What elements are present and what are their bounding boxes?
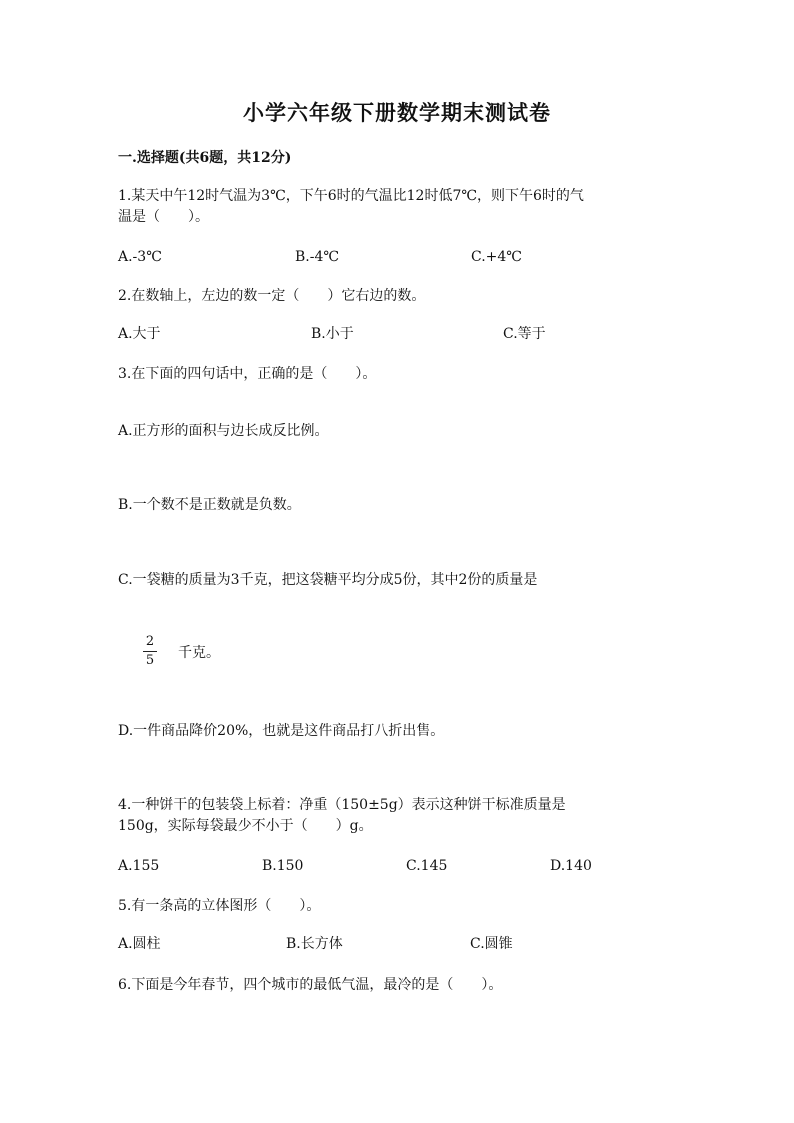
- question-1-line-1: 1.某天中午12时气温为3℃，下午6时的气温比12时低7℃，则下午6时的气: [118, 188, 584, 204]
- question-4-option-a[interactable]: A.155: [118, 858, 160, 874]
- fraction-numerator: 2: [145, 634, 155, 649]
- fraction-bar: [143, 651, 157, 652]
- question-1-option-a[interactable]: A.-3℃: [118, 249, 162, 265]
- question-3-option-c[interactable]: C.一袋糖的质量为3千克，把这袋糖平均分成5份，其中2份的质量是: [118, 572, 538, 588]
- fraction-two-fifths: [143, 634, 157, 669]
- question-5-option-c[interactable]: C.圆锥: [470, 936, 513, 952]
- question-2-option-a[interactable]: A.大于: [118, 326, 161, 342]
- question-3-option-d[interactable]: D.一件商品降价20%，也就是这件商品打八折出售。: [118, 723, 445, 739]
- question-2-line-1: 2.在数轴上，左边的数一定（ ）它右边的数。: [118, 288, 426, 304]
- fraction-suffix: 千克。: [178, 645, 220, 661]
- fraction-denominator: 5: [145, 653, 155, 668]
- question-6-line-1: 6.下面是今年春节，四个城市的最低气温，最冷的是（ ）。: [118, 977, 503, 993]
- question-4-line-2: 150g，实际每袋最少不小于（ ）g。: [118, 818, 373, 834]
- page-title: 小学六年级下册数学期末测试卷: [243, 100, 551, 125]
- question-4-option-c[interactable]: C.145: [406, 858, 448, 874]
- question-4-option-b[interactable]: B.150: [262, 858, 304, 874]
- question-5-option-a[interactable]: A.圆柱: [118, 936, 161, 952]
- question-3-line-1: 3.在下面的四句话中，正确的是（ ）。: [118, 366, 377, 382]
- question-2-option-c[interactable]: C.等于: [503, 326, 546, 342]
- question-5-line-1: 5.有一条高的立体图形（ ）。: [118, 898, 321, 914]
- question-2-option-b[interactable]: B.小于: [311, 326, 354, 342]
- question-1-line-2: 温是（ ）。: [118, 209, 209, 225]
- question-1-option-c[interactable]: C.+4℃: [471, 249, 522, 265]
- question-3-option-b[interactable]: B.一个数不是正数就是负数。: [118, 497, 301, 513]
- question-3-option-a[interactable]: A.正方形的面积与边长成反比例。: [118, 423, 329, 439]
- section-heading: 一.选择题(共6题，共12分): [118, 150, 292, 166]
- question-5-option-b[interactable]: B.长方体: [286, 936, 343, 952]
- question-4-option-d[interactable]: D.140: [550, 858, 592, 874]
- question-1-option-b[interactable]: B.-4℃: [295, 249, 340, 265]
- question-4-line-1: 4.一种饼干的包装袋上标着：净重（150±5g）表示这种饼干标准质量是: [118, 797, 566, 813]
